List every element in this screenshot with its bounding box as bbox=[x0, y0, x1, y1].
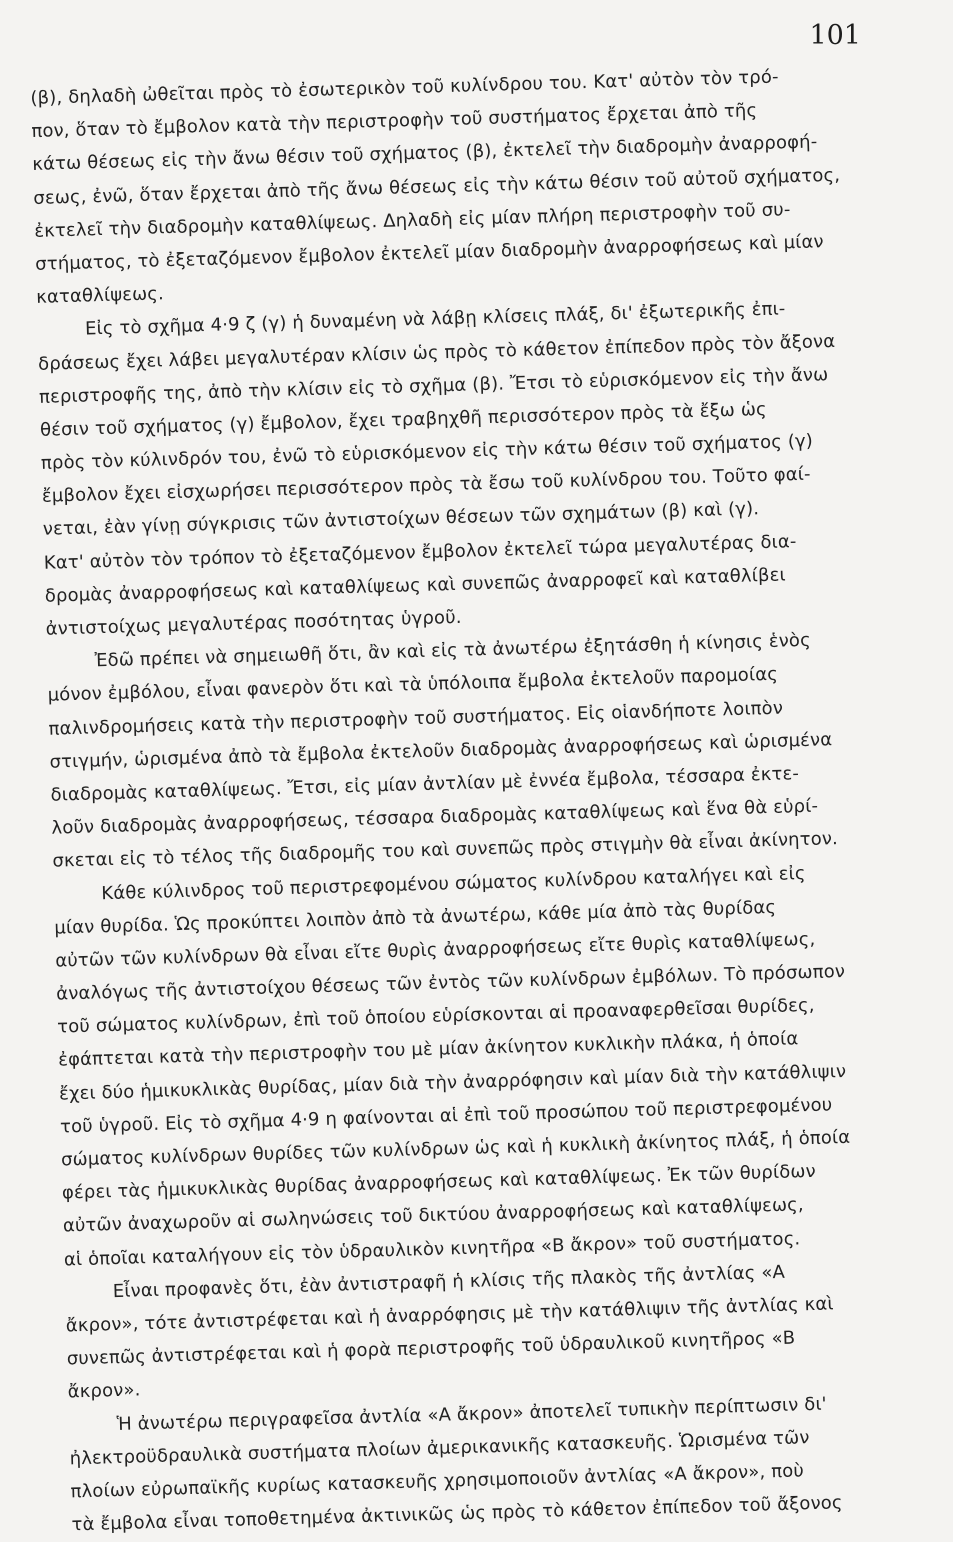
body-text bbox=[30, 57, 932, 1541]
text-line: τοῦ σώματος κυλίνδρων, ἐπὶ τοῦ ὁποίου εὑρίσκονται αἱ προαναφερθεῖσαι θυρίδες, bbox=[56, 995, 815, 1038]
text-line: φέρει τὰς ἡμικυκλικὰς θυρίδας ἀναρροφήσεως καὶ καταθλίψεως. Ἐκ τῶν θυρίδων bbox=[61, 1161, 817, 1204]
text-line: ἐφάπτεται κατὰ τὴν περιστροφὴν του μὲ μίαν ἀκίνητον κυκλικὴν πλάκα, ἡ ὁποία bbox=[57, 1028, 799, 1072]
text-line: κάτω θέσεως εἰς τὴν ἄνω θέσιν τοῦ σχήματος (β), ἐκτελεῖ τὴν διαδρομὴν ἀναρροφή- bbox=[32, 131, 818, 176]
text-line: πλοίων εὐρωπαϊκῆς κυρίως κατασκευῆς χρησιμοποιοῦν ἀντλίας «Α ἄκρον», ποὺ bbox=[70, 1460, 805, 1503]
text-line: πρὸς τὸν κύλινδρόν του, ἐνῶ τὸ εὑρισκόμενον εἰς τὴν κάτω θέσιν τοῦ σχήματος (γ) bbox=[40, 430, 814, 474]
text-line: σώματος κυλίνδρων θυρίδες τῶν κυλίνδρων ὡς καὶ ἡ κυκλικὴ ἀκίνητος πλάξ, ἡ ὁποία bbox=[60, 1126, 851, 1171]
text-line: τὰ ἔμβολα εἶναι τοποθετημένα ἀκτινικῶς ὡς πρὸς τὸ κάθετον ἐπίπεδον τοῦ ἄξονος bbox=[71, 1492, 843, 1536]
text-line: δρομὰς ἀναρροφήσεως καὶ καταθλίψεως καὶ συνεπῶς ἀναρροφεῖ καὶ καταθλίβει bbox=[44, 564, 786, 607]
text-line: Κατ' αὐτὸν τὸν τρόπον τὸ ἐξεταζόμενον ἔμβολον ἐκτελεῖ τώρα μεγαλυτέρας δια- bbox=[43, 530, 797, 574]
text-line: παλινδρομήσεις κατὰ τὴν περιστροφὴν τοῦ συστήματος. Εἰς οἱανδήποτε λοιπὸν bbox=[48, 697, 784, 740]
text-line: Εἶναι προφανὲς ὅτι, ἐὰν ἀντιστραφῆ ἡ κλίσις τῆς πλακὸς τῆς ἀντλίας «Α bbox=[112, 1261, 786, 1302]
text-line: συνεπῶς ἀντιστρέφεται καὶ ἡ φορὰ περιστροφῆς τοῦ ὑδραυλικοῦ κινητῆρος «Β bbox=[66, 1327, 796, 1370]
text-line: αὐτῶν ἀναχωροῦν αἱ σωληνώσεις τοῦ δικτύου ἀναρροφήσεως καὶ καταθλίψεως, bbox=[62, 1194, 805, 1237]
text-line: μόνον ἐμβόλου, εἶναι φανερὸν ὅτι καὶ τὰ ὑπόλοιπα ἔμβολα ἐκτελοῦν παρομοίας bbox=[47, 664, 779, 707]
text-line: δράσεως ἔχει λάβει μεγαλυτέραν κλίσιν ὡς πρὸς τὸ κάθετον ἐπίπεδον πρὸς τὸν ἄξονα bbox=[37, 330, 836, 375]
text-line: ἄκρον», τότε ἀντιστρέφεται καὶ ἡ ἀναρρόφησις μὲ τὴν κατάθλιψιν τῆς ἀντλίας καὶ bbox=[65, 1293, 834, 1337]
text-line: Κάθε κύλινδρος τοῦ περιστρεφομένου σώματος κυλίνδρου καταλήγει καὶ εἰς bbox=[101, 862, 806, 904]
text-line: Εἰς τὸ σχῆμα 4·9 ζ (γ) ἡ δυναμένη νὰ λάβῃ κλίσεις πλάξ, δι' ἐξωτερικῆς ἐπι- bbox=[84, 298, 786, 340]
text-line: καταθλίψεως. bbox=[35, 283, 165, 309]
text-line: ἀντιστοίχως μεγαλυτέρας ποσότητας ὑγροῦ. bbox=[45, 606, 462, 640]
page-number: 101 bbox=[809, 20, 861, 51]
text-line: ἔμβολον ἔχει εἰσχωρήσει περισσότερον πρὸς τὰ ἔσω τοῦ κυλίνδρου του. Τοῦτο φαί- bbox=[41, 463, 811, 508]
text-line: πον, ὅταν τὸ ἔμβολον κατὰ τὴν περιστροφὴν τοῦ συστήματος ἔρχεται ἀπὸ τῆς bbox=[31, 100, 758, 143]
text-line: σκεται εἰς τὸ τέλος τῆς διαδρομῆς του καὶ συνεπῶς πρὸς στιγμὴν θὰ εἶναι ἀκίνητον. bbox=[52, 828, 839, 872]
text-line: ἀναλόγως τῆς ἀντιστοίχου θέσεως τῶν ἐντὸς τῶν κυλίνδρων ἐμβόλων. Τὸ πρόσωπον bbox=[55, 960, 846, 1005]
text-line: τοῦ ὑγροῦ. Εἰς τὸ σχῆμα 4·9 η φαίνονται αἱ ἐπὶ τοῦ προσώπου τοῦ περιστρεφομένου bbox=[59, 1094, 833, 1138]
text-line: περιστροφῆς της, ἀπὸ τὴν κλίσιν εἰς τὸ σχῆμα (β). Ἔτσι τὸ εὑρισκόμενον εἰς τὴν ἄνω bbox=[38, 363, 829, 408]
text-line: διαδρομὰς καταθλίψεως. Ἔτσι, εἰς μίαν ἀντλίαν μὲ ἐννέα ἔμβολα, τέσσαρα ἐκτε- bbox=[50, 763, 800, 806]
text-line: ἐκτελεῖ τὴν διαδρομὴν καταθλίψεως. Δηλαδὴ εἰς μίαν πλήρη περιστροφὴν τοῦ συ- bbox=[33, 198, 791, 242]
text-line: νεται, ἐὰν γίνῃ σύγκρισις τῶν ἀντιστοίχων θέσεων τῶν σχημάτων (β) καὶ (γ). bbox=[42, 498, 760, 541]
text-line: στιγμήν, ὡρισμένα ἀπὸ τὰ ἔμβολα ἐκτελοῦν διαδρομὰς ἀναρροφήσεως καὶ ὡρισμένα bbox=[49, 728, 833, 773]
text-line: (β), δηλαδὴ ὠθεῖται πρὸς τὸ ἐσωτερικὸν τοῦ κυλίνδρου του. Κατ' αὐτὸν τὸν τρό- bbox=[30, 66, 779, 109]
text-line: σεως, ἐνῶ, ὅταν ἔρχεται ἀπὸ τῆς ἄνω θέσεως εἰς τὴν κάτω θέσιν τοῦ αὐτοῦ σχήματος, bbox=[33, 164, 841, 209]
text-line: ἔχει δύο ἡμικυκλικὰς θυρίδας, μίαν διὰ τὴν ἀναρρόφησιν καὶ μίαν διὰ τὴν κατάθλιψιν bbox=[58, 1060, 847, 1105]
text-line: στήματος, τὸ ἐξεταζόμενον ἔμβολον ἐκτελεῖ μίαν διαδρομὴν ἀναρροφήσεως καὶ μίαν bbox=[34, 231, 825, 275]
text-line: ἠλεκτροϋδραυλικὰ συστήματα πλοίων ἀμερικανικῆς κατασκευῆς. Ὡρισμένα τῶν bbox=[69, 1426, 810, 1470]
text-line: ἄκρον». bbox=[67, 1379, 141, 1403]
text-line: θέσιν τοῦ σχήματος (γ) ἔμβολον, ἔχει τραβηχθῆ περισσότερον πρὸς τὰ ἔξω ὡς bbox=[39, 398, 768, 441]
text-line: αἱ ὁποῖαι καταλήγουν εἰς τὸν ὑδραυλικὸν κινητῆρα «Β ἄκρον» τοῦ συστήματος. bbox=[63, 1227, 801, 1271]
text-line: λοῦν διαδρομὰς ἀναρροφήσεως, τέσσαρα διαδρομὰς καταθλίψεως καὶ ἕνα θὰ εὑρί- bbox=[51, 795, 819, 839]
text-line: αὐτῶν τῶν κυλίνδρων θὰ εἶναι εἴτε θυρὶς ἀναρροφήσεως εἴτε θυρὶς καταθλίψεως, bbox=[55, 928, 816, 972]
text-line: μίαν θυρίδα. Ὡς προκύπτει λοιπὸν ἀπὸ τὰ ἀνωτέρω, κάθε μία ἀπὸ τὰς θυρίδας bbox=[54, 896, 777, 939]
text-line: Ἡ ἀνωτέρω περιγραφεῖσα ἀντλία «Α ἄκρον» ἀποτελεῖ τυπικὴν περίπτωσιν δι' bbox=[116, 1393, 828, 1435]
text-line: Ἐδῶ πρέπει νὰ σημειωθῆ ὅτι, ἂν καὶ εἰς τὰ ἀνωτέρω ἐξητάσθη ἡ κίνησις ἑνὸς bbox=[94, 629, 812, 672]
